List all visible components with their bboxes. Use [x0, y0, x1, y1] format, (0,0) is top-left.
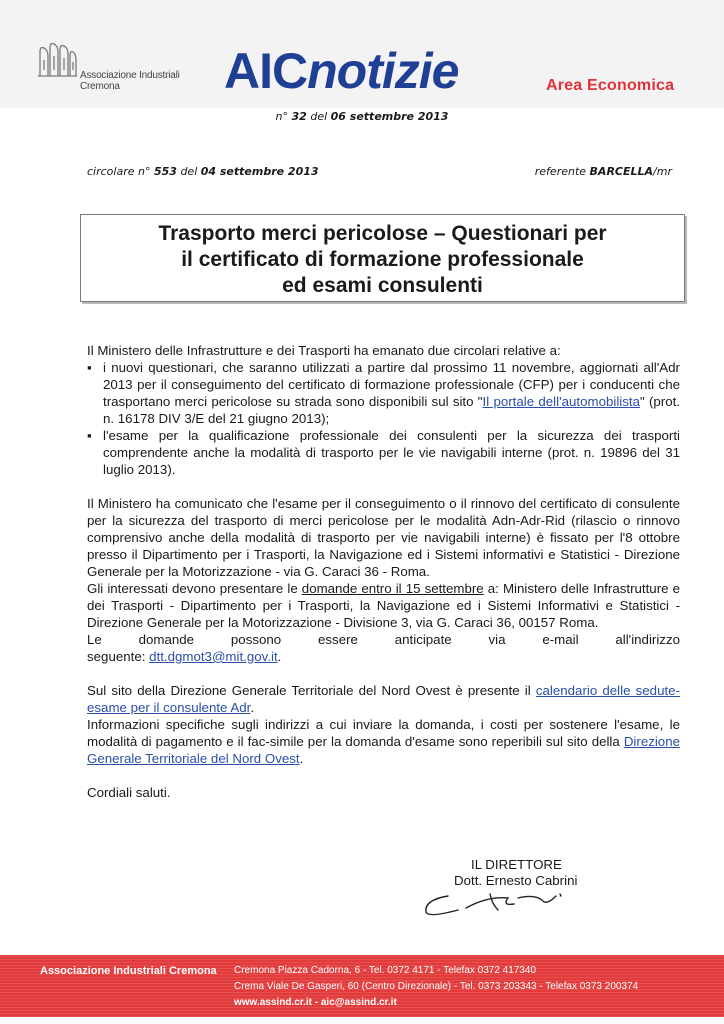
referente: [535, 165, 672, 178]
para3-after: a: Ministero delle Infrastrutture e dei Trasporti - Dipartimento per i Trasporti, la Navigazione ed i Sistemi Informativi e Statistici - Direzione Generale per la Motorizzazione - Divisione 3, via G. Caraci 36, 00157 Roma.: [87, 581, 680, 630]
issue-del-label: del: [310, 110, 328, 123]
bullet-icon: ▪: [87, 360, 92, 375]
circular-reference: [87, 165, 319, 178]
para5-before: Sul sito della Direzione Generale Territoriale del Nord Ovest è presente il: [87, 683, 536, 698]
bullet1-after: " (prot. n. 16178 DIV 3/E del 21 giugno 2013);: [103, 394, 681, 426]
association-name: [80, 70, 180, 92]
referente-suffix: /mr: [653, 165, 672, 178]
paragraph-calendario: [87, 682, 680, 716]
circular-del-label: del: [180, 165, 198, 178]
circular-date: 04 settembre 2013: [200, 165, 319, 178]
paragraph-esame-date: Il Ministero ha comunicato che l'esame per il conseguimento o il rinnovo del certificato di consulente per la sicurezza del trasporto di merci pericolose per le modalità Adn-Adr-Rid (rilascio o rinnovo comprensivo anche della modalità di trasporto per vie navigabili interne) è fissato per l'8 ottobre presso il Dipartimento per i Trasporti, la Navigazione ed i Sistemi informativi e Statistici - Direzione Generale per la Motorizzazione - via G. Caraci 36 - Roma.: [87, 496, 680, 579]
issue-number: 32: [291, 110, 307, 123]
para4-seguente: seguente:: [87, 649, 150, 664]
issue-n-label: n°: [275, 110, 289, 123]
document-title: [80, 214, 685, 302]
bullet-icon: ▪: [87, 428, 92, 443]
association-name-line1: Associazione Industriali: [80, 70, 180, 81]
footer-band: [0, 955, 724, 1017]
intro-paragraph: Il Ministero delle Infrastrutture e dei Trasporti ha emanato due circolari relative a:: [87, 343, 561, 358]
footer-address-cremona: Cremona Piazza Cadorna, 6 - Tel. 0372 4171 - Telefax 0372 417340: [234, 965, 537, 976]
circular-number: 553: [153, 165, 177, 178]
association-name-line2: Cremona: [80, 81, 120, 92]
issue-date: 06 settembre 2013: [330, 110, 449, 123]
referente-name: BARCELLA: [589, 165, 654, 178]
para3-before: Gli interessati devono presentare le: [87, 581, 302, 596]
handwritten-signature-icon: [418, 886, 568, 920]
email-link[interactable]: dtt.dgmot3@mit.gov.it: [149, 649, 278, 664]
letterhead: [0, 0, 724, 108]
footer-web-contact[interactable]: www.assind.cr.it - aic@assind.cr.it: [234, 997, 397, 1008]
calendario-link[interactable]: calendario delle sedute-esame per il consulente Adr: [87, 683, 680, 715]
brand-logo: [224, 44, 458, 98]
portale-automobilista-link[interactable]: Il portale dell'automobilista: [482, 394, 640, 409]
title-line2: il certificato di formazione professionale: [181, 248, 584, 271]
closing: Cordiali saluti.: [87, 785, 171, 800]
paragraph-email-line2: [87, 648, 680, 665]
para6-before: Informazioni specifiche sugli indirizzi a cui inviare la domanda, i costi per sostenere l'esame, le modalità di pagamento e il fac-simile per la domanda d'esame sono reperibili sul sito della: [87, 717, 680, 749]
title-line1: Trasporto merci pericolose – Questionari per: [158, 222, 607, 245]
deadline-highlight: domande entro il 15 settembre: [301, 581, 484, 596]
footer-address-crema: Crema Viale De Gasperi, 60 (Centro Direzionale) - Tel. 0373 203343 - Telefax 0373 200374: [234, 981, 639, 992]
footer-association-name: Associazione Industriali Cremona: [40, 965, 217, 977]
issue-line: [0, 110, 724, 123]
para5-after: .: [250, 700, 255, 715]
paragraph-domande: [87, 580, 680, 631]
bullet2-text: l'esame per la qualificazione professionale dei consulenti per la sicurezza dei trasporti comprendente anche la modalità di trasporto per le vie navigabili interne (prot. n. 19896 del 31 luglio 2013).: [103, 428, 680, 477]
title-line3: ed esami consulenti: [282, 274, 483, 297]
association-logo-icon: [36, 40, 78, 80]
brand-prefix: AIC: [224, 43, 308, 99]
circular-label: circolare n°: [87, 165, 151, 178]
bullet1-text: i nuovi questionari, che saranno utilizzati a partire dal prossimo 11 novembre, aggiornati all'Adr 2013 per il conseguimento del certificato di formazione professionale (CFP) per i conducenti che trasportano merci pericolose su strada sono disponibili sul sito ": [103, 360, 680, 409]
para6-after: .: [299, 751, 304, 766]
signatory-title: IL DIRETTORE: [471, 857, 562, 872]
letter-body: [87, 342, 680, 801]
paragraph-informazioni: [87, 716, 680, 767]
signatory-name: Dott. Ernesto Cabrini: [454, 873, 578, 888]
bullet-item-questionari: [87, 359, 680, 427]
paragraph-email-line1: Le domande possono essere anticipate via e-mail all'indirizzo: [87, 632, 680, 647]
para4-end: .: [277, 649, 282, 664]
bullet-item-esame: [87, 427, 680, 478]
referente-label: referente: [534, 165, 587, 178]
brand-suffix: notizie: [307, 43, 459, 99]
area-label: Area Economica: [546, 77, 675, 94]
direzione-generale-link[interactable]: Direzione Generale Territoriale del Nord Ovest: [87, 734, 680, 766]
